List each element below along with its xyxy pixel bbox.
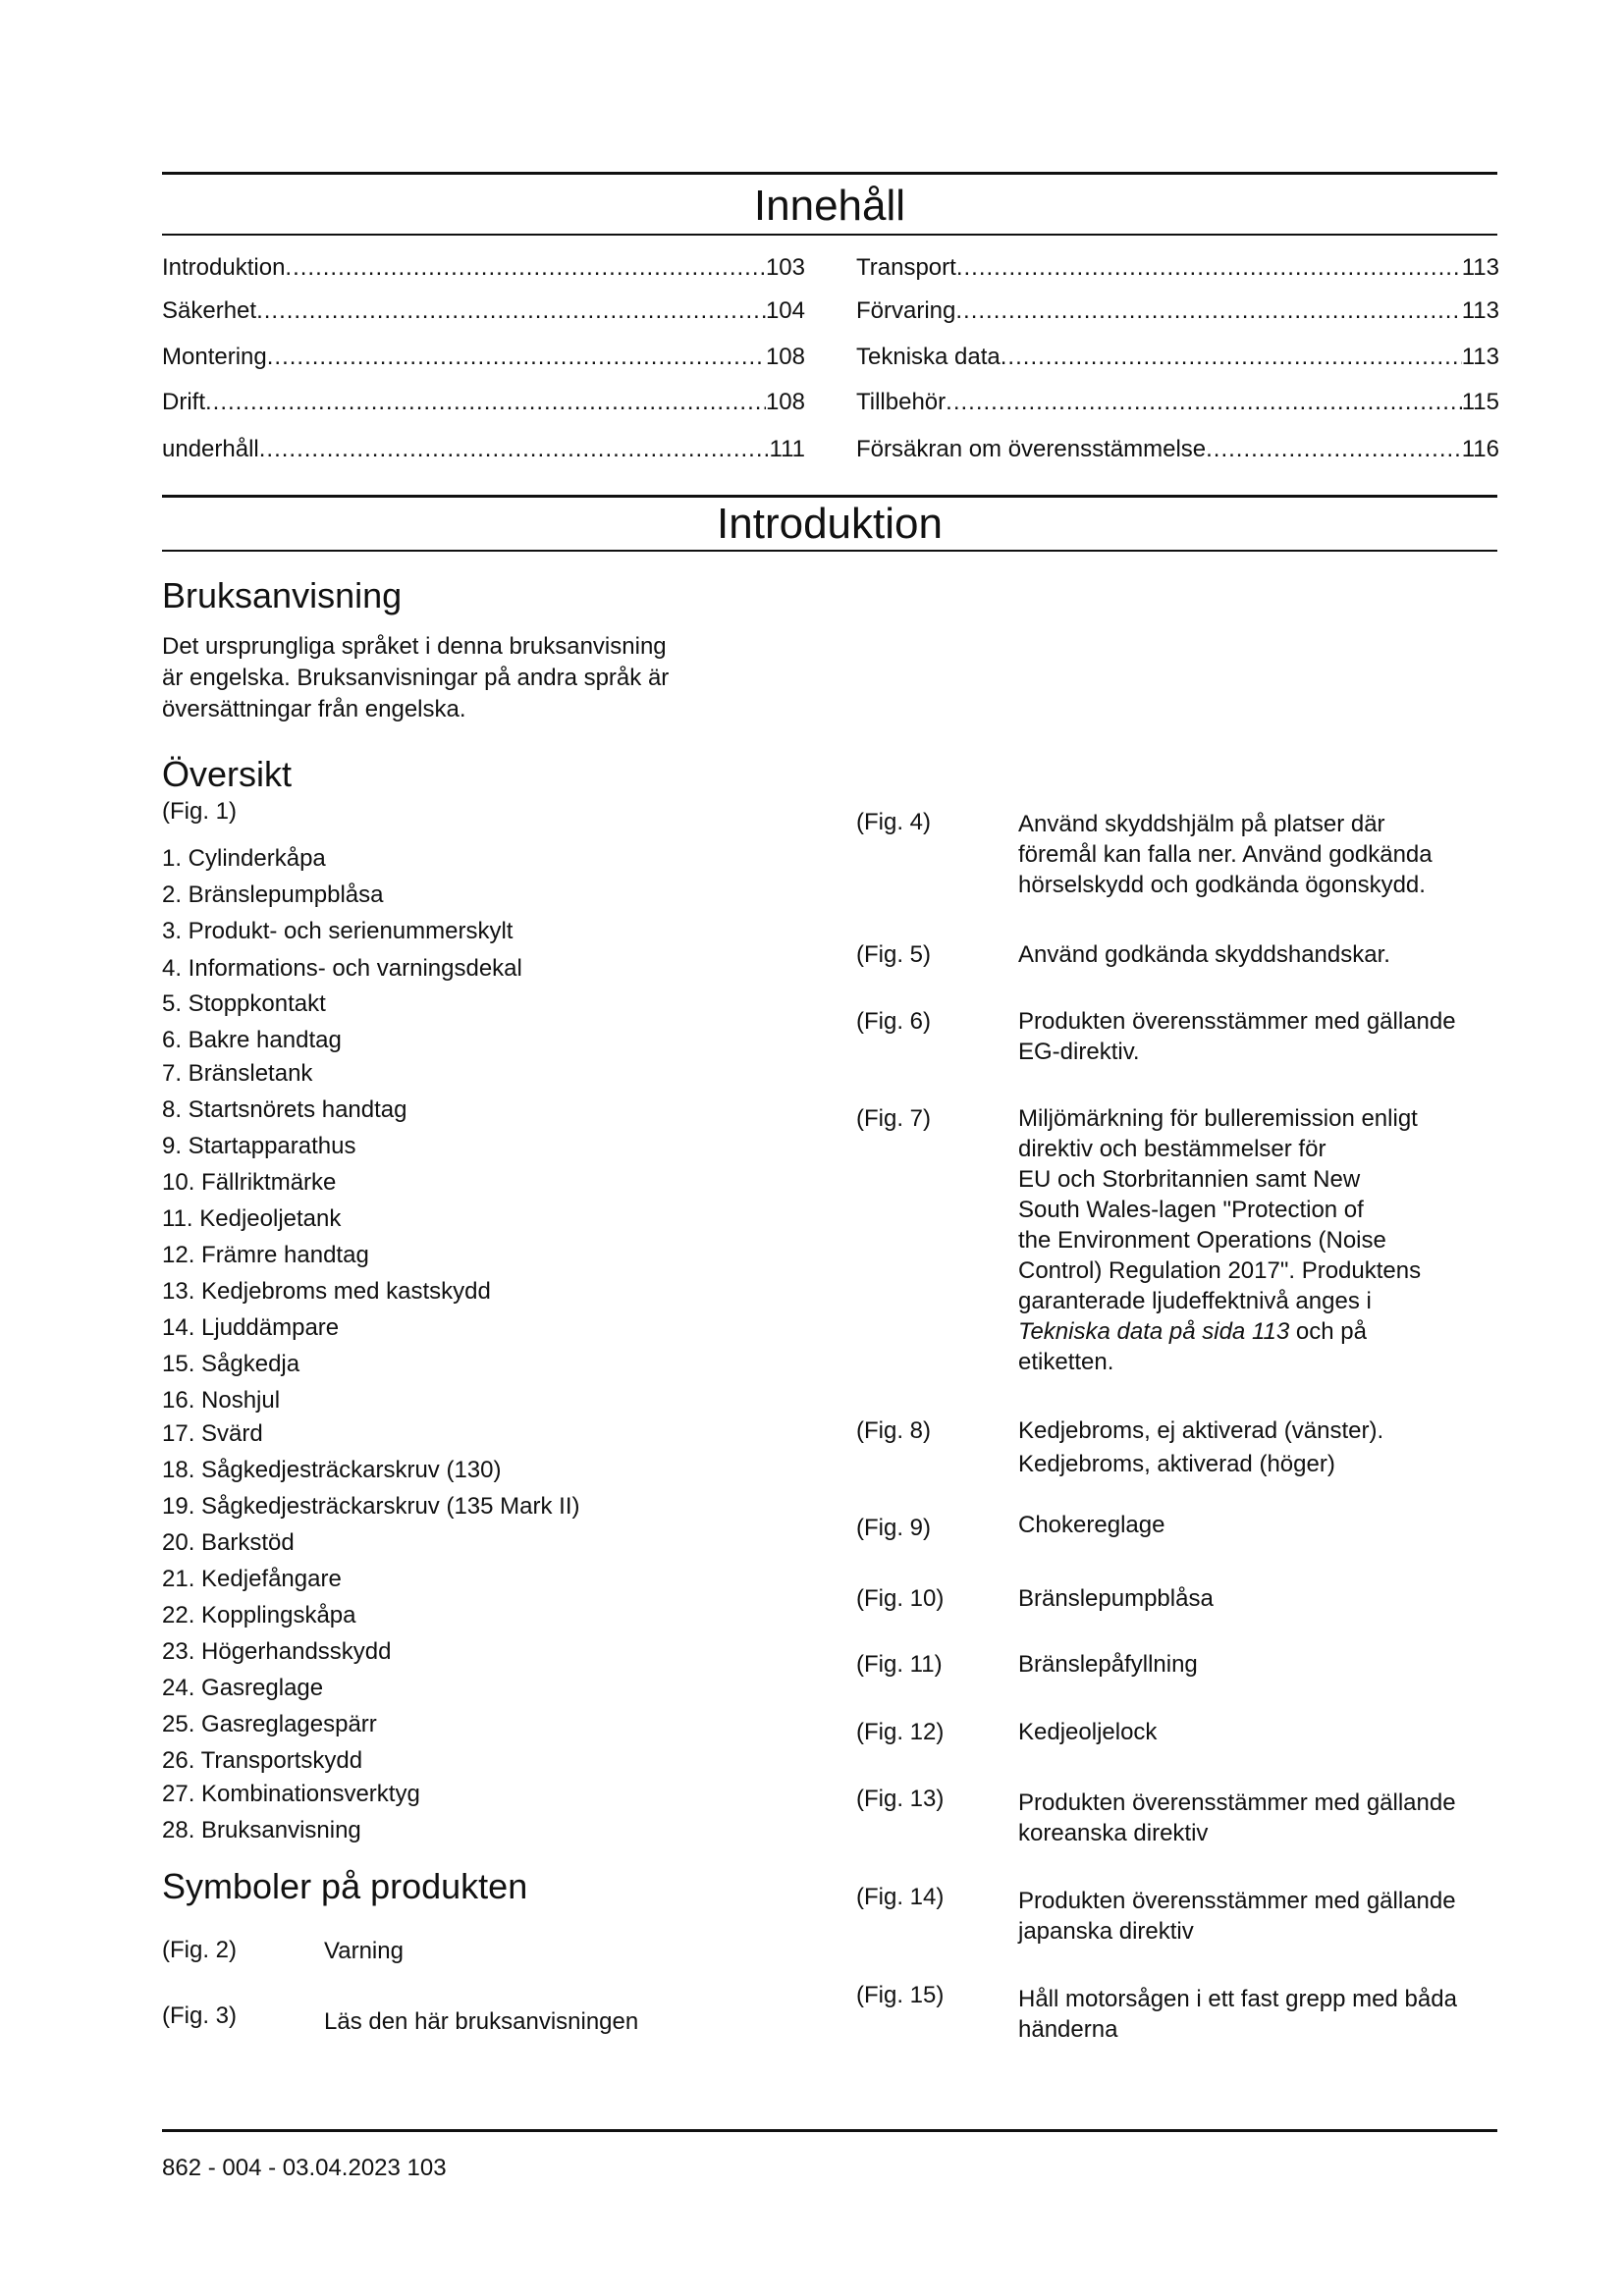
toc-entry-sakerhet[interactable]: Säkerhet ..... 104 (162, 296, 805, 326)
overview-item: 28. Bruksanvisning (162, 1817, 361, 1843)
symbol-description: Kedjebroms, ej aktiverad (vänster). Kedjebroms, aktiverad (höger) (1018, 1417, 1384, 1477)
page-footer: 862 - 004 - 03.04.2023 103 (162, 2155, 447, 2181)
overview-item: 21. Kedjefångare (162, 1566, 342, 1592)
overview-item: 4. Informations- och varningsdekal (162, 955, 522, 982)
toc-entry-underhall[interactable]: underhåll ..... 111 (162, 435, 805, 464)
toc-entry-tillbehor[interactable]: Tillbehör ..... 115 (856, 388, 1499, 417)
overview-item: 12. Främre handtag (162, 1242, 369, 1268)
intro-bottom-rule (162, 550, 1497, 552)
overview-item: 6. Bakre handtag (162, 1027, 342, 1053)
tekniska-data-link[interactable]: Tekniska data på sida 113 (1018, 1318, 1290, 1345)
toc-entry-drift[interactable]: Drift ..... 108 (162, 388, 805, 417)
overview-item: 24. Gasreglage (162, 1675, 324, 1701)
toc-entry-forsakran[interactable]: Försäkran om överensstämmelse ..... 116 (856, 435, 1499, 464)
overview-fig-ref: (Fig. 1) (162, 798, 238, 825)
symbol-fig-ref: (Fig. 9) (856, 1515, 932, 1541)
overview-item: 9. Startapparathus (162, 1133, 356, 1159)
symbol-fig-ref: (Fig. 2) (162, 1937, 238, 1963)
symbol-fig-ref: (Fig. 14) (856, 1884, 945, 1910)
symbol-fig-ref: (Fig. 7) (856, 1105, 932, 1132)
overview-item: 1. Cylinderkåpa (162, 845, 326, 872)
toc-entry-tekniska-data[interactable]: Tekniska data ..... 113 (856, 343, 1499, 372)
overview-item: 23. Högerhandsskydd (162, 1638, 392, 1665)
symbol-fig-ref: (Fig. 3) (162, 2002, 238, 2029)
symbol-description: Bränslepumpblåsa (1018, 1585, 1214, 1612)
footer-rule (162, 2129, 1497, 2132)
overview-item: 27. Kombinationsverktyg (162, 1781, 420, 1807)
overview-item: 10. Fällriktmärke (162, 1169, 337, 1196)
overview-item: 20. Barkstöd (162, 1529, 295, 1556)
overview-item: 7. Bränsletank (162, 1060, 313, 1087)
symbol-description: Produkten överensstämmer med gällande EG-direktiv. (1018, 1008, 1456, 1065)
overview-item: 19. Sågkedjesträckarskruv (135 Mark II) (162, 1493, 580, 1520)
overview-item: 14. Ljuddämpare (162, 1314, 340, 1341)
symbol-fig-ref: (Fig. 8) (856, 1417, 932, 1444)
symbol-fig-ref: (Fig. 4) (856, 809, 932, 835)
symbol-fig-ref: (Fig. 10) (856, 1585, 945, 1612)
overview-item: 17. Svärd (162, 1420, 263, 1447)
overview-item: 2. Bränslepumpblåsa (162, 881, 384, 908)
overview-item: 18. Sågkedjesträckarskruv (130) (162, 1457, 502, 1483)
toc-bottom-rule (162, 234, 1497, 236)
symbol-description: Bränslepåfyllning (1018, 1651, 1198, 1678)
toc-top-rule (162, 172, 1497, 175)
symbol-description: Chokereglage (1018, 1512, 1165, 1538)
toc-entry-montering[interactable]: Montering ..... 108 (162, 343, 805, 372)
symbol-description: Varning (324, 1938, 404, 1964)
overview-item: 16. Noshjul (162, 1387, 281, 1414)
overview-item: 13. Kedjebroms med kastskydd (162, 1278, 491, 1305)
manual-heading: Bruksanvisning (162, 575, 403, 615)
symbol-fig-ref: (Fig. 13) (856, 1786, 945, 1812)
overview-item: 5. Stoppkontakt (162, 990, 326, 1017)
symbol-fig-ref: (Fig. 11) (856, 1651, 943, 1678)
toc-entry-introduktion[interactable]: Introduktion ..... 103 (162, 253, 805, 283)
symbol-description: Produkten överensstämmer med gällande japanska direktiv (1018, 1888, 1456, 1945)
symbol-fig-ref: (Fig. 5) (856, 941, 932, 968)
symbol-description: Kedjeoljelock (1018, 1719, 1158, 1745)
overview-item: 26. Transportskydd (162, 1747, 363, 1774)
symbol-description: Använd skyddshjälm på platser där föremål kan falla ner. Använd godkända hörselskydd och godkända ögonskydd. (1018, 811, 1433, 898)
symbol-description: Miljömärkning för bulleremission enligt direktiv och bestämmelser för EU och Storbritannien samt New South Wales-lagen "Protection of the Environment Operations (Noise Control) Regulation 2017". Produktens garanterade ljudeffektnivå anges i Tekniska data på sida 113 och på etiketten. (1018, 1105, 1422, 1375)
symbol-description: Håll motorsågen i ett fast grepp med båda händerna (1018, 1986, 1457, 2043)
overview-item: 3. Produkt- och serienummerskylt (162, 918, 514, 944)
intro-top-rule (162, 495, 1497, 498)
symbol-description: Läs den här bruksanvisningen (324, 2008, 639, 2035)
overview-item: 11. Kedjeoljetank (162, 1205, 342, 1232)
overview-item: 22. Kopplingskåpa (162, 1602, 356, 1629)
overview-item: 8. Startsnörets handtag (162, 1096, 407, 1123)
toc-entry-forvaring[interactable]: Förvaring ..... 113 (856, 296, 1499, 326)
toc-entry-transport[interactable]: Transport ..... 113 (856, 253, 1499, 283)
symbol-fig-ref: (Fig. 12) (856, 1719, 945, 1745)
symbols-heading: Symboler på produkten (162, 1866, 528, 1906)
overview-item: 15. Sågkedja (162, 1351, 300, 1377)
toc-title: Innehåll (753, 182, 906, 230)
symbol-description: Produkten överensstämmer med gällande koreanska direktiv (1018, 1789, 1456, 1846)
symbol-fig-ref: (Fig. 15) (856, 1982, 945, 2008)
symbol-description: Använd godkända skyddshandskar. (1018, 941, 1390, 968)
overview-heading: Översikt (162, 754, 293, 794)
manual-paragraph: Det ursprungliga språket i denna bruksanvisning är engelska. Bruksanvisningar på andra språk är översättningar från engelska. (162, 633, 670, 722)
overview-item: 25. Gasreglagespärr (162, 1711, 377, 1737)
symbol-fig-ref: (Fig. 6) (856, 1008, 932, 1035)
intro-title: Introduktion (717, 500, 943, 548)
